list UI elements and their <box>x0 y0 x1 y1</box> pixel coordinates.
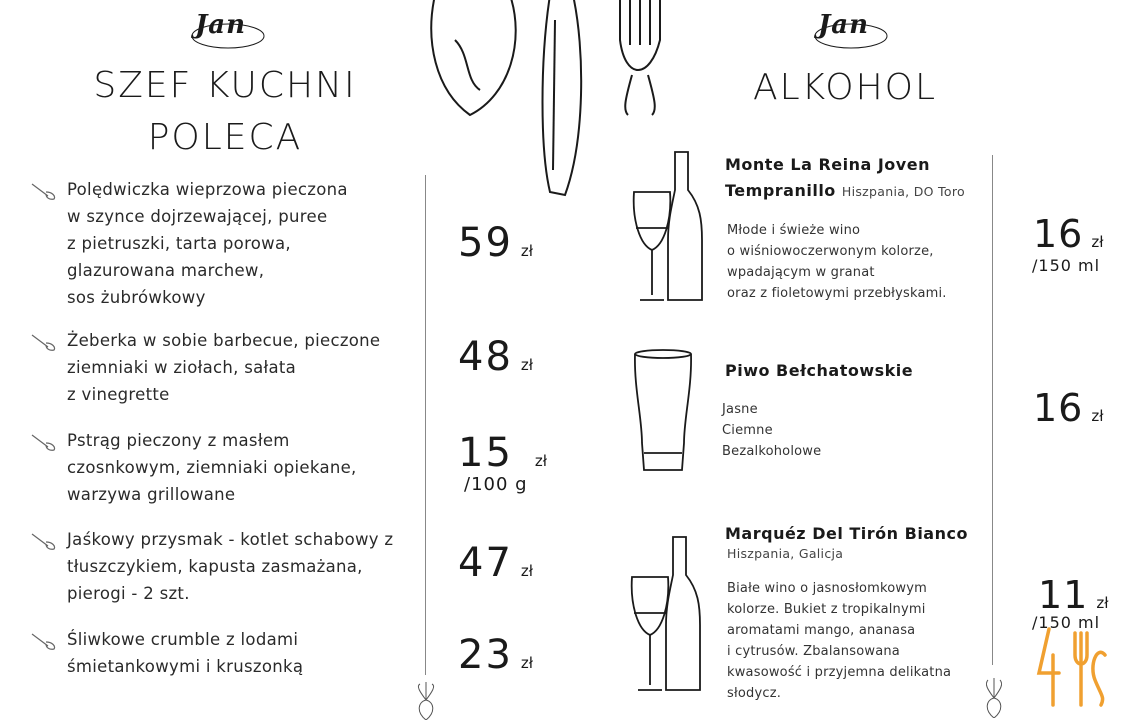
drink-2-description: Jasne Ciemne Bezalkoholowe <box>722 402 822 459</box>
spoon-icon <box>431 0 515 115</box>
brand-logo-icon <box>1035 625 1107 710</box>
drink-3-name: Marquéz Del Tirón Bianco <box>725 524 968 543</box>
spoon-fork-icon <box>30 182 58 200</box>
wine-bottle-glass-icon <box>630 150 710 310</box>
dish-2-price: 48 zł <box>458 334 534 380</box>
spoon-fork-icon <box>30 333 58 351</box>
page-title: SZEF KUCHNI POLECA <box>93 65 357 158</box>
right-logo: Jan <box>818 10 870 40</box>
drink-1-price: 16 zł <box>1033 212 1104 256</box>
drink-1-name: Monte La Reina Joven Tempranillo Hiszpania, DO Toro <box>725 155 965 200</box>
drink-3-price: 11 zł <box>1038 573 1109 617</box>
dish-2-description: Żeberka w sobie barbecue, pieczone ziemniaki w ziołach, sałata z vinegrette <box>67 331 381 404</box>
drink-3-description: Białe wino o jasnosłomkowym kolorze. Bukiet z tropikalnymi aromatami mango, ananasa i cytrusów. Zbalansowana kwasowość i przyjemna delikatna słodycz. <box>727 581 952 701</box>
drink-1-description: Młode i świeże wino o wiśniowoczerwonym kolorze, wpadającym w granat oraz z fioletowymi przebłyskami. <box>727 223 947 301</box>
fork-icon <box>620 0 660 115</box>
divider <box>425 175 426 675</box>
dish-1-price: 59 zł <box>458 220 534 266</box>
spoon-fork-icon <box>30 632 58 650</box>
vegetable-icon <box>412 682 440 720</box>
dish-4-price: 47 zł <box>458 540 534 586</box>
spoon-fork-icon <box>30 532 58 550</box>
dish-3-price: 15 zł <box>458 430 548 476</box>
dish-5-description: Śliwkowe crumble z lodami śmietankowymi i kruszonką <box>67 630 304 676</box>
right-logo-ring-icon <box>811 12 891 56</box>
vegetable-icon <box>980 678 1008 718</box>
left-logo-ring-icon <box>188 12 268 56</box>
drink-1-unit: /150 ml <box>1032 256 1101 275</box>
alcohol-title: ALKOHOL <box>752 67 938 108</box>
spoon-fork-icon <box>30 433 58 451</box>
wine-bottle-glass-icon <box>628 535 708 695</box>
dish-4-description: Jaśkowy przysmak - kotlet schabowy z tłuszczykiem, kapusta zasmażana, pierogi - 2 szt. <box>67 530 394 603</box>
drink-2-price: 16 zł <box>1033 386 1104 430</box>
dish-1-description: Polędwiczka wieprzowa pieczona w szynce dojrzewającej, puree z pietruszki, tarta porowa, glazurowana marchew, sos żubrówkowy <box>67 180 348 307</box>
dish-3-unit: /100 g <box>464 474 528 495</box>
drink-3-origin: Hiszpania, Galicja <box>727 546 844 561</box>
beer-glass-icon <box>632 348 694 478</box>
dish-5-price: 23 zł <box>458 632 534 678</box>
drink-3-unit: /150 ml <box>1032 613 1101 632</box>
dish-3-description: Pstrąg pieczony z masłem czosnkowym, ziemniaki opiekane, warzywa grillowane <box>67 431 357 504</box>
left-logo: Jan <box>195 10 247 40</box>
knife-icon <box>543 0 582 195</box>
divider-right <box>992 155 993 665</box>
drink-2-name: Piwo Bełchatowskie <box>725 361 914 380</box>
